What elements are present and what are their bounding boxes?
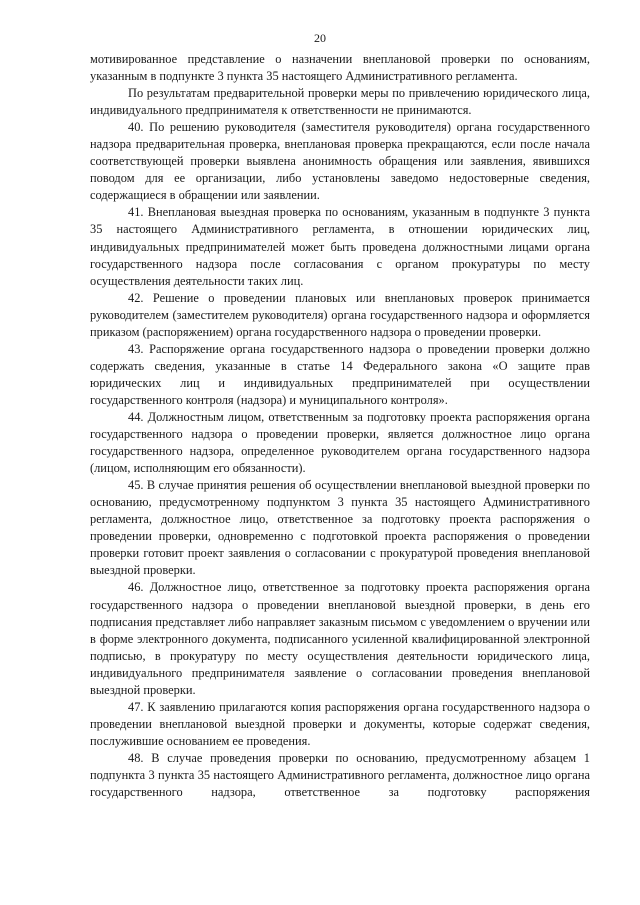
paragraph-41: 41. Внеплановая выездная проверка по основаниям, указанным в подпункте 3 пункта 35 настоящего Административного регламента, в отношении юридических лиц, индивидуальных предпринимателей может быть проведена должностными лицами органа государственного надзора после согласования с органом прокуратуры по месту осуществления деятельности таких лиц. xyxy=(90,205,590,288)
paragraph-42: 42. Решение о проведении плановых или внеплановых проверок принимается руководителем (заместителем руководителя) органа государственного надзора и оформляется приказом (распоряжением) органа государственного надзора о проведении проверки. xyxy=(90,290,590,339)
page-number: 20 xyxy=(314,31,326,45)
paragraph-47: 47. К заявлению прилагаются копия распоряжения органа государственного надзора о проведении внеплановой выездной проверки и документы, которые содержат сведения, послужившие основанием ее проведения. xyxy=(90,699,590,748)
paragraph-continuation: мотивированное представление о назначении внеплановой проверки по основаниям, указанным в подпункте 3 пункта 35 настоящего Административного регламента. xyxy=(90,52,590,84)
paragraph-43: 43. Распоряжение органа государственного надзора о проведении проверки должно содержать сведения, указанные в статье 14 Федерального закона «О защите прав юридических лиц и индивидуальных предпринимателей при осуществлении государственного контроля (надзора) и муниципального контроля». xyxy=(90,341,590,407)
paragraph-preliminary-check-result: По результатам предварительной проверки меры по привлечению юридического лица, индивидуального предпринимателя к ответственности не принимаются. xyxy=(90,86,590,118)
document-body xyxy=(90,51,590,801)
paragraph-40: 40. По решению руководителя (заместителя руководителя) органа государственного надзора предварительная проверка, внеплановая проверка прекращаются, если после начала соответствующей проверки выявлена анонимность обращения или заявления, явившихся поводом для ее организации, либо установлены заведомо недостоверные сведения, содержащиеся в обращении или заявлении. xyxy=(90,120,590,203)
paragraph-44: 44. Должностным лицом, ответственным за подготовку проекта распоряжения органа государственного надзора о проведении проверки, является должностное лицо органа государственного надзора, определенное руководителем органа государственного надзора (лицом, исполняющим его обязанности). xyxy=(90,409,590,476)
paragraph-48: 48. В случае проведения проверки по основанию, предусмотренному абзацем 1 подпункта 3 пункта 35 настоящего Административного регламента, должностное лицо органа государственного надзора, ответственное за подготовку распоряжения xyxy=(90,750,590,800)
paragraph-46: 46. Должностное лицо, ответственное за подготовку проекта распоряжения органа государственного надзора о проведении внеплановой выездной проверки, в день его подписания представляет либо направляет заказным письмом с уведомлением о вручении или в форме электронного документа, подписанного усиленной квалифицированной электронной подписью, в прокуратуру по месту осуществления деятельности юридического лица, индивидуального предпринимателя заявление о согласовании проведения внеплановой выездной проверки. xyxy=(90,580,590,697)
paragraph-45: 45. В случае принятия решения об осуществлении внеплановой выездной проверки по основанию, предусмотренному подпунктом 3 пункта 35 настоящего Административного регламента, должностное лицо, ответственное за подготовку проекта распоряжения о проведении проверки, одновременно с подготовкой проекта распоряжения о проведении проверки готовит проект заявления о согласовании с прокуратурой проведения внеплановой выездной проверки. xyxy=(90,478,590,578)
